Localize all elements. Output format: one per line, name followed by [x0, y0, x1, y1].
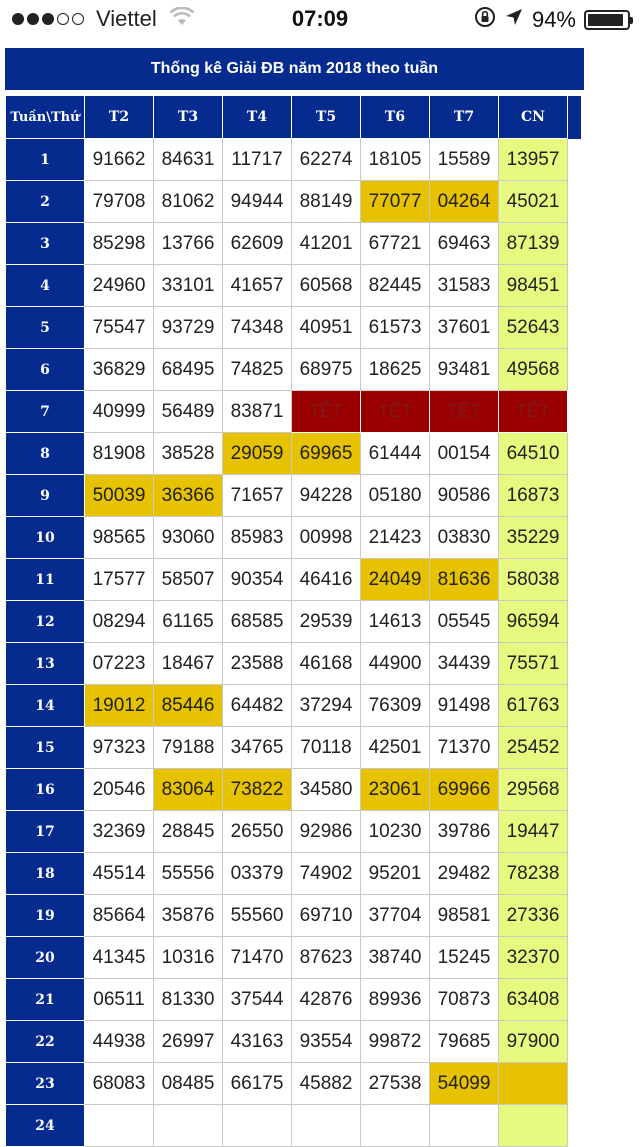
result-cell: 06511 — [85, 979, 154, 1021]
table-row — [6, 1105, 581, 1147]
result-cell: 25452 — [499, 727, 568, 769]
week-number: 14 — [6, 685, 85, 727]
result-cell: 99872 — [361, 1021, 430, 1063]
result-cell: 42876 — [292, 979, 361, 1021]
result-cell: 95201 — [361, 853, 430, 895]
week-number: 20 — [6, 937, 85, 979]
result-cell: 26550 — [223, 811, 292, 853]
table-row — [6, 811, 581, 853]
week-number: 22 — [6, 1021, 85, 1063]
tet-holiday-cell: TẾT — [292, 391, 361, 433]
rotation-lock-icon — [474, 6, 496, 33]
result-cell: 15245 — [430, 937, 499, 979]
result-cell: 41657 — [223, 265, 292, 307]
result-cell: 93729 — [154, 307, 223, 349]
week-number: 13 — [6, 643, 85, 685]
result-cell: 39786 — [430, 811, 499, 853]
table-row — [6, 475, 581, 517]
highlighted-result-cell: 77077 — [361, 181, 430, 223]
status-bar-right — [474, 6, 630, 33]
result-cell: 43163 — [223, 1021, 292, 1063]
result-cell: 94228 — [292, 475, 361, 517]
result-cell: 85298 — [85, 223, 154, 265]
result-cell: 52643 — [499, 307, 568, 349]
result-cell: 68083 — [85, 1063, 154, 1105]
result-cell: 91662 — [85, 139, 154, 181]
result-cell: 11717 — [223, 139, 292, 181]
week-number: 1 — [6, 139, 85, 181]
result-cell: 37601 — [430, 307, 499, 349]
result-cell: 56489 — [154, 391, 223, 433]
result-cell: 21423 — [361, 517, 430, 559]
result-cell: 62274 — [292, 139, 361, 181]
highlighted-result-cell: 85446 — [154, 685, 223, 727]
result-cell: 29568 — [499, 769, 568, 811]
week-number: 10 — [6, 517, 85, 559]
result-cell: 35876 — [154, 895, 223, 937]
highlighted-result-cell: 24049 — [361, 559, 430, 601]
result-cell: 74825 — [223, 349, 292, 391]
result-cell: 05545 — [430, 601, 499, 643]
result-cell: 44938 — [85, 1021, 154, 1063]
result-cell: 15589 — [430, 139, 499, 181]
result-cell: 08294 — [85, 601, 154, 643]
header-row — [6, 96, 581, 139]
week-number: 11 — [6, 559, 85, 601]
week-number: 9 — [6, 475, 85, 517]
result-cell: 37544 — [223, 979, 292, 1021]
result-cell: 78238 — [499, 853, 568, 895]
result-cell: 90586 — [430, 475, 499, 517]
result-cell: 40999 — [85, 391, 154, 433]
result-cell: 71370 — [430, 727, 499, 769]
highlighted-result-cell: 04264 — [430, 181, 499, 223]
week-number: 4 — [6, 265, 85, 307]
highlighted-result-cell: 81636 — [430, 559, 499, 601]
result-cell: 16873 — [499, 475, 568, 517]
result-cell: 34439 — [430, 643, 499, 685]
tet-holiday-cell: TẾT — [499, 391, 568, 433]
result-cell: 32370 — [499, 937, 568, 979]
result-cell: 89936 — [361, 979, 430, 1021]
result-cell: 18105 — [361, 139, 430, 181]
table-row — [6, 769, 581, 811]
result-cell: 81062 — [154, 181, 223, 223]
result-cell: 19447 — [499, 811, 568, 853]
tet-holiday-cell: TẾT — [430, 391, 499, 433]
result-cell: 69710 — [292, 895, 361, 937]
header-day-t2: T2 — [85, 96, 154, 139]
header-day-t4: T4 — [223, 96, 292, 139]
page-title: Thống kê Giải ĐB năm 2018 theo tuần — [5, 48, 584, 90]
table-row — [6, 223, 581, 265]
result-cell: 45021 — [499, 181, 568, 223]
result-cell: 94944 — [223, 181, 292, 223]
result-cell: 70873 — [430, 979, 499, 1021]
header-day-t7: T7 — [430, 96, 499, 139]
result-cell: 08485 — [154, 1063, 223, 1105]
result-cell: 91498 — [430, 685, 499, 727]
result-cell: 66175 — [223, 1063, 292, 1105]
result-cell: 76309 — [361, 685, 430, 727]
result-cell: 82445 — [361, 265, 430, 307]
highlighted-result-cell — [499, 1063, 568, 1105]
result-cell: 93481 — [430, 349, 499, 391]
result-cell: 00154 — [430, 433, 499, 475]
week-number: 2 — [6, 181, 85, 223]
result-cell: 71657 — [223, 475, 292, 517]
result-cell: 63408 — [499, 979, 568, 1021]
result-cell — [430, 1105, 499, 1147]
location-arrow-icon — [504, 7, 524, 32]
highlighted-result-cell: 54099 — [430, 1063, 499, 1105]
table-row — [6, 265, 581, 307]
result-cell: 40951 — [292, 307, 361, 349]
table-row — [6, 559, 581, 601]
result-cell: 18467 — [154, 643, 223, 685]
highlighted-result-cell: 69965 — [292, 433, 361, 475]
result-cell: 81908 — [85, 433, 154, 475]
battery-level — [588, 14, 623, 26]
result-cell: 67721 — [361, 223, 430, 265]
header-day-t5: T5 — [292, 96, 361, 139]
header-day-t6: T6 — [361, 96, 430, 139]
week-number: 19 — [6, 895, 85, 937]
result-cell: 98565 — [85, 517, 154, 559]
carrier-name: Viettel — [96, 6, 157, 31]
table-row — [6, 979, 581, 1021]
result-cell: 83871 — [223, 391, 292, 433]
week-number: 6 — [6, 349, 85, 391]
week-number: 21 — [6, 979, 85, 1021]
result-cell: 87623 — [292, 937, 361, 979]
result-cell: 49568 — [499, 349, 568, 391]
result-cell: 29482 — [430, 853, 499, 895]
result-cell: 55556 — [154, 853, 223, 895]
result-cell: 79685 — [430, 1021, 499, 1063]
week-number: 17 — [6, 811, 85, 853]
result-cell: 45882 — [292, 1063, 361, 1105]
result-cell: 33101 — [154, 265, 223, 307]
result-cell: 34765 — [223, 727, 292, 769]
result-cell: 27336 — [499, 895, 568, 937]
week-number: 12 — [6, 601, 85, 643]
battery-icon — [584, 10, 630, 30]
header-edge — [568, 96, 581, 139]
result-cell: 37704 — [361, 895, 430, 937]
result-cell: 61165 — [154, 601, 223, 643]
table-header — [6, 96, 581, 139]
week-number: 7 — [6, 391, 85, 433]
result-cell: 37294 — [292, 685, 361, 727]
result-cell: 92986 — [292, 811, 361, 853]
week-number: 8 — [6, 433, 85, 475]
result-cell: 26997 — [154, 1021, 223, 1063]
result-cell: 61573 — [361, 307, 430, 349]
highlighted-result-cell: 19012 — [85, 685, 154, 727]
week-number: 3 — [6, 223, 85, 265]
result-cell: 20546 — [85, 769, 154, 811]
result-cell: 87139 — [499, 223, 568, 265]
battery-percent: 94% — [531, 6, 576, 32]
header-day-cn: CN — [499, 96, 568, 139]
result-cell: 41345 — [85, 937, 154, 979]
result-cell: 28845 — [154, 811, 223, 853]
result-cell: 00998 — [292, 517, 361, 559]
week-number: 18 — [6, 853, 85, 895]
result-cell: 23588 — [223, 643, 292, 685]
highlighted-result-cell: 36366 — [154, 475, 223, 517]
table-row — [6, 1063, 581, 1105]
result-cell: 44900 — [361, 643, 430, 685]
table-row — [6, 727, 581, 769]
result-cell: 93060 — [154, 517, 223, 559]
highlighted-result-cell: 50039 — [85, 475, 154, 517]
table-row — [6, 139, 581, 181]
result-cell: 98581 — [430, 895, 499, 937]
highlighted-result-cell: 73822 — [223, 769, 292, 811]
result-cell: 03379 — [223, 853, 292, 895]
result-cell: 03830 — [430, 517, 499, 559]
result-cell: 96594 — [499, 601, 568, 643]
result-cell: 05180 — [361, 475, 430, 517]
result-cell: 68495 — [154, 349, 223, 391]
result-cell: 34580 — [292, 769, 361, 811]
result-cell: 64510 — [499, 433, 568, 475]
result-cell: 61763 — [499, 685, 568, 727]
result-cell: 81330 — [154, 979, 223, 1021]
result-cell — [223, 1105, 292, 1147]
result-cell: 13766 — [154, 223, 223, 265]
table-row — [6, 1021, 581, 1063]
tet-holiday-cell: TẾT — [361, 391, 430, 433]
result-cell: 68585 — [223, 601, 292, 643]
result-cell: 35229 — [499, 517, 568, 559]
result-cell — [499, 1105, 568, 1147]
table-row — [6, 601, 581, 643]
result-cell: 79188 — [154, 727, 223, 769]
result-cell: 60568 — [292, 265, 361, 307]
table-row — [6, 517, 581, 559]
result-cell: 93554 — [292, 1021, 361, 1063]
highlighted-result-cell: 29059 — [223, 433, 292, 475]
result-cell: 61444 — [361, 433, 430, 475]
table-row — [6, 937, 581, 979]
result-cell: 58038 — [499, 559, 568, 601]
result-cell: 36829 — [85, 349, 154, 391]
result-cell: 68975 — [292, 349, 361, 391]
table-row — [6, 643, 581, 685]
result-cell: 55560 — [223, 895, 292, 937]
result-cell: 79708 — [85, 181, 154, 223]
result-cell: 18625 — [361, 349, 430, 391]
result-cell: 14613 — [361, 601, 430, 643]
result-cell: 27538 — [361, 1063, 430, 1105]
result-cell: 46416 — [292, 559, 361, 601]
week-number: 24 — [6, 1105, 85, 1147]
table-row — [6, 349, 581, 391]
result-cell: 85664 — [85, 895, 154, 937]
result-cell — [154, 1105, 223, 1147]
table-row — [6, 433, 581, 475]
weekly-results-table — [5, 95, 581, 1147]
result-cell: 85983 — [223, 517, 292, 559]
result-cell: 75547 — [85, 307, 154, 349]
result-cell: 84631 — [154, 139, 223, 181]
table-body — [6, 139, 581, 1147]
table-row — [6, 853, 581, 895]
result-cell: 38528 — [154, 433, 223, 475]
table-row — [6, 181, 581, 223]
table-row — [6, 685, 581, 727]
status-bar — [0, 0, 640, 40]
header-week-label: Tuần\Thứ — [6, 96, 85, 139]
highlighted-result-cell: 23061 — [361, 769, 430, 811]
result-cell: 38740 — [361, 937, 430, 979]
result-cell: 58507 — [154, 559, 223, 601]
result-cell: 07223 — [85, 643, 154, 685]
result-cell: 75571 — [499, 643, 568, 685]
week-number: 16 — [6, 769, 85, 811]
result-cell: 10316 — [154, 937, 223, 979]
result-cell: 98451 — [499, 265, 568, 307]
result-cell: 69463 — [430, 223, 499, 265]
result-cell — [85, 1105, 154, 1147]
result-cell: 74348 — [223, 307, 292, 349]
table-row — [6, 307, 581, 349]
table-row — [6, 391, 581, 433]
header-day-t3: T3 — [154, 96, 223, 139]
result-cell: 24960 — [85, 265, 154, 307]
result-cell: 46168 — [292, 643, 361, 685]
result-cell: 32369 — [85, 811, 154, 853]
result-cell: 97900 — [499, 1021, 568, 1063]
result-cell: 41201 — [292, 223, 361, 265]
result-cell: 70118 — [292, 727, 361, 769]
result-cell: 90354 — [223, 559, 292, 601]
result-cell — [361, 1105, 430, 1147]
result-cell: 17577 — [85, 559, 154, 601]
result-cell: 64482 — [223, 685, 292, 727]
result-cell: 88149 — [292, 181, 361, 223]
result-cell: 97323 — [85, 727, 154, 769]
result-cell — [292, 1105, 361, 1147]
result-cell: 13957 — [499, 139, 568, 181]
result-cell: 71470 — [223, 937, 292, 979]
highlighted-result-cell: 69966 — [430, 769, 499, 811]
result-cell: 31583 — [430, 265, 499, 307]
result-cell: 74902 — [292, 853, 361, 895]
result-cell: 42501 — [361, 727, 430, 769]
result-cell: 45514 — [85, 853, 154, 895]
week-number: 15 — [6, 727, 85, 769]
result-cell: 62609 — [223, 223, 292, 265]
table-row — [6, 895, 581, 937]
highlighted-result-cell: 83064 — [154, 769, 223, 811]
result-cell: 29539 — [292, 601, 361, 643]
clock: 07:09 — [291, 6, 349, 31]
week-number: 23 — [6, 1063, 85, 1105]
week-number: 5 — [6, 307, 85, 349]
result-cell: 10230 — [361, 811, 430, 853]
